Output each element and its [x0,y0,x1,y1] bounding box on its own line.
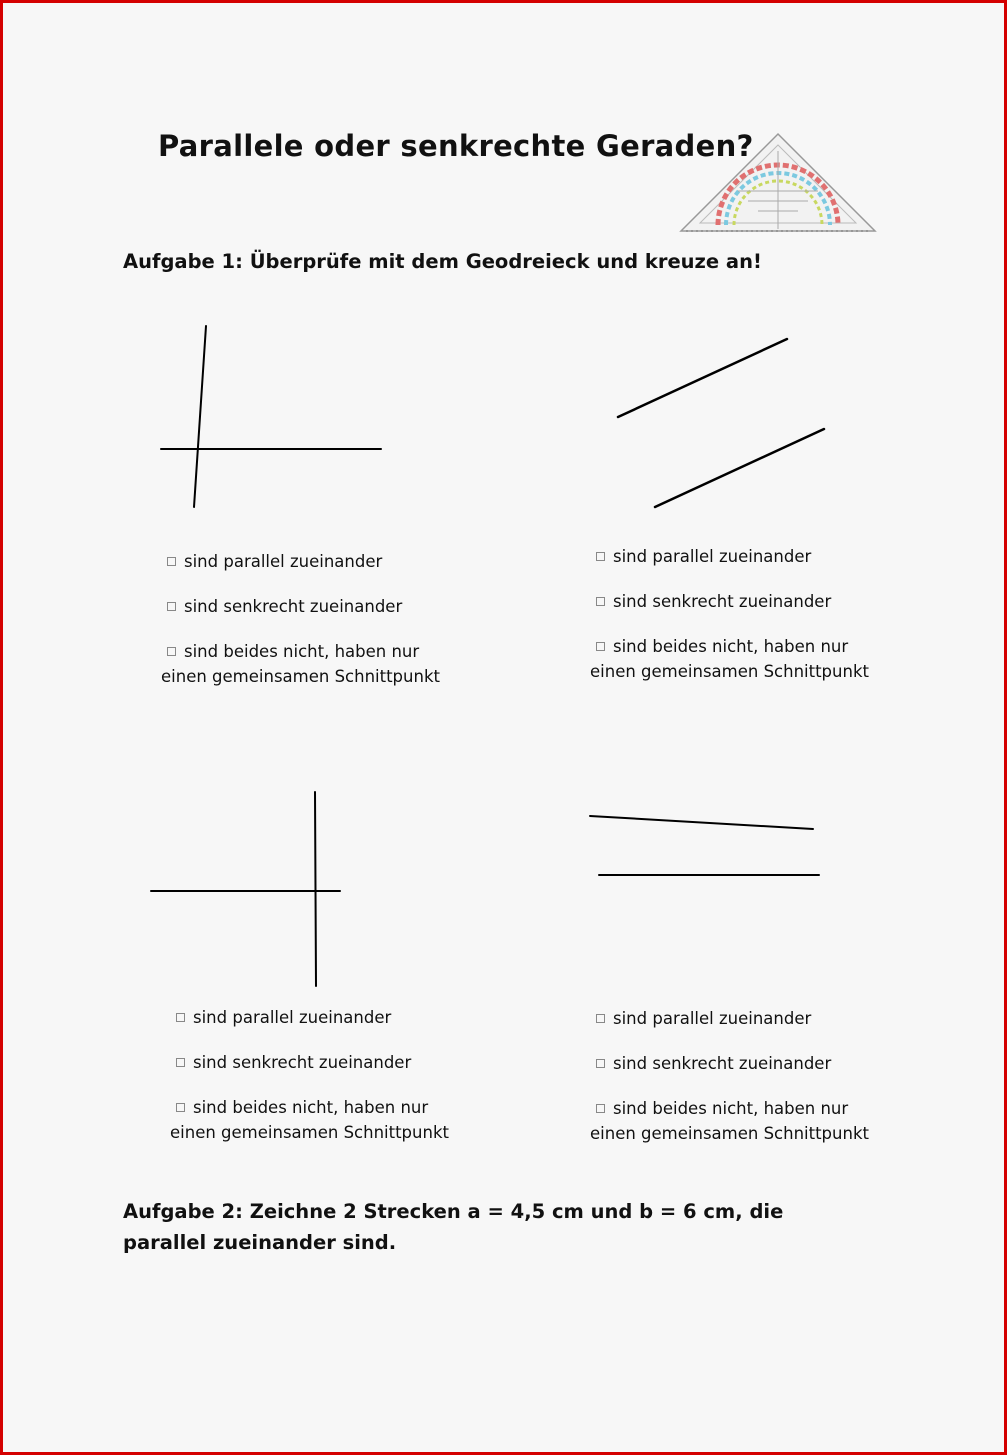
checkbox-icon[interactable] [176,1103,185,1112]
option-label-continued: einen gemeinsamen Schnittpunkt [590,1124,869,1143]
checkbox-icon[interactable] [167,557,176,566]
figure-4-almost-parallel-lines [590,816,819,875]
option-label: sind beides nicht, haben nur [613,637,849,656]
option-parallel[interactable] [596,547,811,566]
option-label: sind parallel zueinander [193,1008,392,1027]
checkbox-icon[interactable] [596,552,605,561]
option-neither[interactable] [161,642,440,686]
figure-1-intersecting-lines [161,326,381,507]
checkbox-icon[interactable] [176,1013,185,1022]
option-label: sind senkrecht zueinander [184,597,403,616]
option-neither[interactable] [590,1099,869,1143]
checkbox-icon[interactable] [167,647,176,656]
option-label: sind senkrecht zueinander [193,1053,412,1072]
option-neither[interactable] [590,637,869,681]
option-parallel[interactable] [176,1008,391,1027]
checkbox-icon[interactable] [176,1058,185,1067]
figure-3-perpendicular-lines [151,792,340,986]
option-label: sind senkrecht zueinander [613,1054,832,1073]
page-title: Parallele oder senkrechte Geraden? [158,129,754,163]
checkbox-icon[interactable] [596,1059,605,1068]
option-label: sind beides nicht, haben nur [613,1099,849,1118]
figure-2-parallel-lines [618,339,824,507]
option-neither[interactable] [170,1098,449,1142]
checkbox-icon[interactable] [167,602,176,611]
task-2-heading: Aufgabe 2: Zeichne 2 Strecken a = 4,5 cm und b = 6 cm, die parallel zueinander sind. [123,1200,784,1254]
option-label: sind parallel zueinander [184,552,383,571]
option-label: sind beides nicht, haben nur [193,1098,429,1117]
option-parallel[interactable] [167,552,382,571]
option-label-continued: einen gemeinsamen Schnittpunkt [590,662,869,681]
option-label-continued: einen gemeinsamen Schnittpunkt [170,1123,449,1142]
checkbox-icon[interactable] [596,642,605,651]
option-senkrecht[interactable] [176,1053,411,1072]
checkbox-icon[interactable] [596,1014,605,1023]
option-senkrecht[interactable] [167,597,402,616]
option-label: sind senkrecht zueinander [613,592,832,611]
checkbox-icon[interactable] [596,1104,605,1113]
checkbox-icon[interactable] [596,597,605,606]
option-label: sind parallel zueinander [613,1009,812,1028]
option-label: sind beides nicht, haben nur [184,642,420,661]
option-senkrecht[interactable] [596,1054,831,1073]
option-label: sind parallel zueinander [613,547,812,566]
task-1-heading: Aufgabe 1: Überprüfe mit dem Geodreieck und kreuze an! [123,250,762,273]
option-label-continued: einen gemeinsamen Schnittpunkt [161,667,440,686]
option-senkrecht[interactable] [596,592,831,611]
option-parallel[interactable] [596,1009,811,1028]
